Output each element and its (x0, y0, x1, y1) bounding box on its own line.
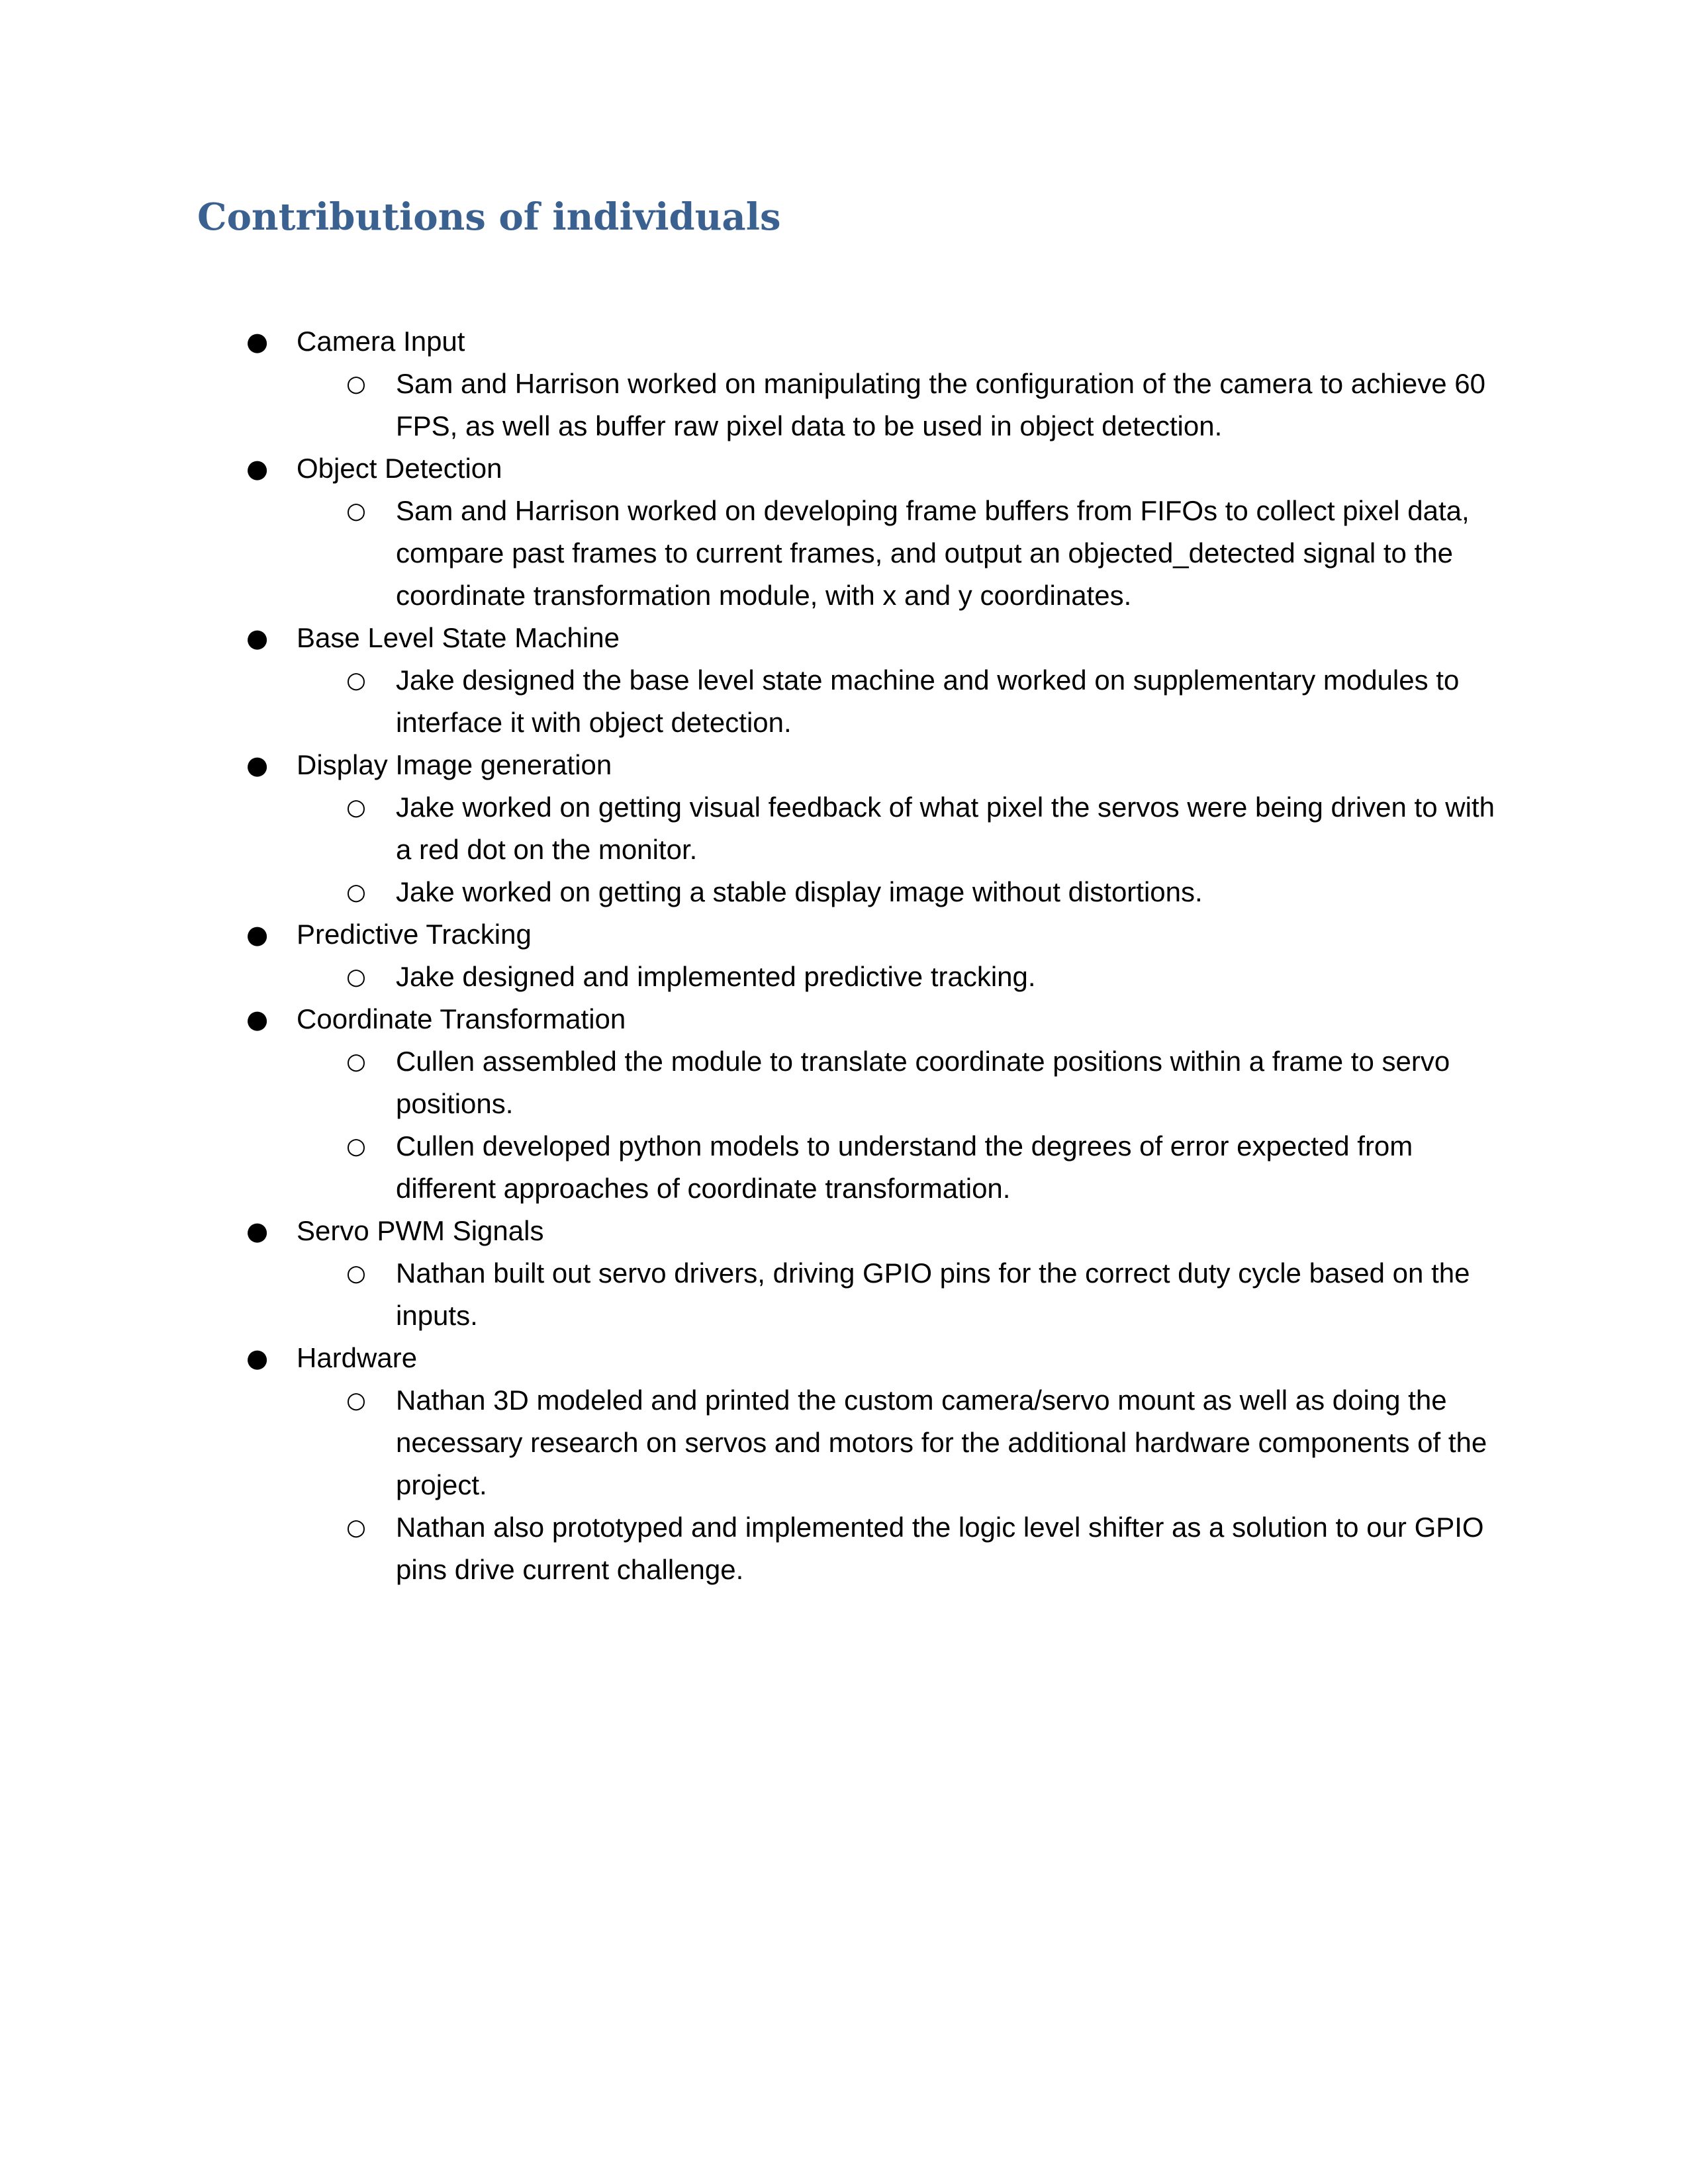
hollow-bullet-icon: ○ (346, 1133, 366, 1160)
topic-detail-list (0, 1252, 1688, 1337)
detail-text: Cullen assembled the module to translate coordinate positions within a frame to servo positions. (396, 1046, 1450, 1119)
bullet-icon: ● (246, 920, 269, 949)
detail-text: Jake designed and implemented predictive tracking. (396, 961, 1036, 992)
bullet-icon: ● (246, 454, 269, 483)
topic-heading-text: Display Image generation (297, 749, 612, 780)
bullet-icon: ● (246, 1005, 269, 1034)
topic-detail-list (0, 1379, 1688, 1591)
contributions-list (0, 320, 1688, 1591)
topic-detail-list (0, 490, 1688, 617)
topic-heading (0, 1337, 1688, 1379)
topic-item (0, 744, 1688, 913)
detail-item (0, 1040, 1495, 1125)
topic-detail-list (0, 1040, 1688, 1210)
topic-detail-list (0, 363, 1688, 447)
detail-item (0, 659, 1495, 744)
hollow-bullet-icon: ○ (346, 667, 366, 694)
hollow-bullet-icon: ○ (346, 371, 366, 397)
topic-heading (0, 998, 1688, 1040)
topic-item (0, 617, 1688, 744)
detail-item (0, 1252, 1495, 1337)
hollow-bullet-icon: ○ (346, 1260, 366, 1287)
topic-heading (0, 320, 1688, 363)
detail-item (0, 956, 1495, 998)
detail-text: Jake worked on getting a stable display image without distortions. (396, 876, 1203, 907)
bullet-icon: ● (246, 623, 269, 653)
topic-heading-text: Base Level State Machine (297, 622, 620, 653)
hollow-bullet-icon: ○ (346, 1514, 366, 1541)
detail-item (0, 1125, 1495, 1210)
detail-item (0, 1379, 1495, 1506)
hollow-bullet-icon: ○ (346, 879, 366, 905)
topic-heading (0, 447, 1688, 490)
page-title: Contributions of individuals (197, 195, 781, 239)
topic-heading-text: Predictive Tracking (297, 919, 532, 950)
detail-item (0, 871, 1495, 913)
topic-item (0, 447, 1688, 617)
topic-heading-text: Servo PWM Signals (297, 1215, 544, 1246)
detail-text: Nathan built out servo drivers, driving GPIO pins for the correct duty cycle based on the inputs. (396, 1257, 1470, 1331)
bullet-icon: ● (246, 1216, 269, 1246)
topic-heading-text: Object Detection (297, 453, 502, 484)
bullet-icon: ● (246, 751, 269, 780)
detail-item (0, 363, 1495, 447)
detail-text: Jake designed the base level state machine and worked on supplementary modules to interface it with object detection. (396, 664, 1460, 738)
detail-item (0, 490, 1495, 617)
topic-item (0, 913, 1688, 998)
hollow-bullet-icon: ○ (346, 498, 366, 524)
topic-item (0, 320, 1688, 447)
detail-text: Nathan 3D modeled and printed the custom camera/servo mount as well as doing the necessary research on servos and motors for the additional hardware components of the project. (396, 1385, 1487, 1500)
topic-heading (0, 617, 1688, 659)
detail-text: Sam and Harrison worked on developing frame buffers from FIFOs to collect pixel data, compare past frames to current frames, and output an objected_detected signal to the coordinate transformation module, with x and y coordinates. (396, 495, 1470, 611)
hollow-bullet-icon: ○ (346, 1048, 366, 1075)
topic-heading-text: Camera Input (297, 326, 465, 357)
topic-heading (0, 1210, 1688, 1252)
detail-text: Jake worked on getting visual feedback of what pixel the servos were being driven to with a red dot on the monitor. (396, 792, 1495, 865)
detail-text: Sam and Harrison worked on manipulating the configuration of the camera to achieve 60 FPS, as well as buffer raw pixel data to be used in object detection. (396, 368, 1485, 441)
hollow-bullet-icon: ○ (346, 1387, 366, 1414)
detail-text: Nathan also prototyped and implemented the logic level shifter as a solution to our GPIO pins drive current challenge. (396, 1512, 1484, 1585)
topic-detail-list (0, 659, 1688, 744)
bullet-icon: ● (246, 327, 269, 356)
topic-heading-text: Hardware (297, 1342, 418, 1373)
bullet-icon: ● (246, 1343, 269, 1373)
topic-heading-text: Coordinate Transformation (297, 1003, 626, 1034)
hollow-bullet-icon: ○ (346, 964, 366, 990)
topic-heading (0, 913, 1688, 956)
topic-detail-list (0, 786, 1688, 913)
topic-heading (0, 744, 1688, 786)
detail-item (0, 1506, 1495, 1591)
detail-item (0, 786, 1495, 871)
topic-detail-list (0, 956, 1688, 998)
topic-item (0, 998, 1688, 1210)
detail-text: Cullen developed python models to understand the degrees of error expected from different approaches of coordinate transformation. (396, 1130, 1413, 1204)
hollow-bullet-icon: ○ (346, 794, 366, 821)
topic-item (0, 1210, 1688, 1337)
topic-item (0, 1337, 1688, 1591)
